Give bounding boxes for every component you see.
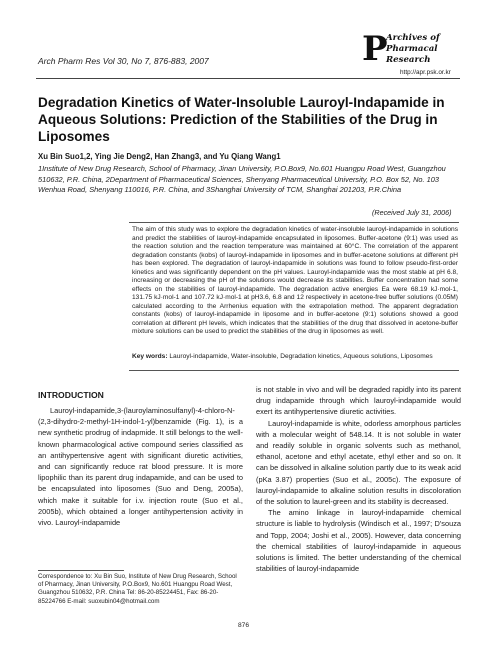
right-column bbox=[256, 384, 461, 650]
paragraph: The amino linkage in lauroyl-indapamide chemical structure is liable to hydrolysis (Windisch et al., 1997; D'souza and Topp, 2004; Joshi et al., 2005). However, data concerning the chemical stabilities of lauroyl-indapamide in aqueous solutions is limited. The better understanding of the chemical stabilities of lauroyl-indapamide bbox=[256, 508, 461, 574]
affiliations: 1Institute of New Drug Research, School of Pharmacy, Jinan University, P.O.Box9, No.601 Huangpu Road West, Guangzhou 510632, P.R. China, 2Department of Pharmaceutical Sciences, Shenyang Pharmaceutical University, P.O. Box 52, No. 103 Wenhua Road, Shenyang 110016, P.R. China, and 3Shanghai University of TCM, Shanghai 201203, P.R.China bbox=[38, 164, 446, 195]
keywords bbox=[132, 353, 458, 362]
keywords-label: Key words: bbox=[132, 353, 168, 360]
header-divider bbox=[36, 78, 460, 79]
journal-logo bbox=[362, 29, 462, 69]
paragraph: Lauroyl-indapamide is white, odorless amorphous particles with a molecular weight of 548.14. It is not soluble in water and readily soluble in organic solvents such as methanol, ethanol, acetone and ethyl acetate, ethyl ether and so on. It can be dissolved in alkaline solution partly due to its weak acid (pKa 3.87) properties (Suo et al., 2005c). The exposure of lauroyl-indapamide to alkaline solution results in discoloration of the solution to laurel-green and its stability is decreased. bbox=[256, 418, 461, 507]
received-date: (Received July 31, 2006) bbox=[372, 208, 452, 217]
keywords-text: Lauroyl-indapamide, Water-insoluble, Degradation kinetics, Aqueous solutions, Liposomes bbox=[169, 353, 433, 360]
section-heading-introduction: INTRODUCTION bbox=[38, 390, 104, 400]
paragraph: is not stable in vivo and will be degraded rapidly into its parent drug indapamide through which lauroyl-indapamide would exert its antihypertensive diuretic activities. bbox=[256, 385, 461, 417]
logo-line-1: Archives of bbox=[386, 33, 440, 43]
correspondence-footnote: Correspondence to: Xu Bin Suo, Institute of New Drug Research, School of Pharmacy, Jinan University, P.O.Box9, No.601 Huangpu Road West, Guangzhou 510632, P.R. China Tel: 86-20-85224451, Fax: 86-20-85224766 E-mail: suoxubin04@hotmail.com bbox=[38, 573, 237, 605]
abstract: The aim of this study was to explore the degradation kinetics of water-insoluble lauroyl-indapamide in solutions and predict the stabilities of lauroyl-indapamide encapsulated in liposomes. Buffer-acetone (9:1) was used as the reaction solution and the reaction temperature was maintained at 60°C. The correlation of the apparent degradation constants (kobs) of lauroyl-indapamide in liposomes and in buffer-acetone solutions at different pH has been explored. The degradation of lauroyl-indapamide in solutions was found to follow pseudo-first-order kinetics and was significantly dependent on the pH values. Lauroyl-indapamide was the most stable at pH 6.8, increasing or decreasing the pH of the solutions would decrease its stabilities. Buffer concentration had some effects on the stabilities of lauroyl-indapamide. The degradation active energies Ea were 68.19 kJ·mol-1, 131.75 kJ·mol-1 and 107.72 kJ·mol-1 at pH3.6, 6.8 and 12 respectively in acetone-free buffer solutions (0.05M) calculated according to the Arrhenius equation with the extrapolation method. The apparent degradation constants (kobs) of lauroyl-indapamide in liposome and in buffer-acetone (9:1) solutions showed a good correlation at different pH levels, which indicates that the stabilities of the drug that dissolved in acetone-buffer mixture solutions can be used to predict the stabilities of the drug in liposomes as well. bbox=[132, 226, 458, 335]
page-number: 876 bbox=[238, 622, 250, 629]
left-column bbox=[38, 405, 243, 570]
author-list: Xu Bin Suo1,2, Ying Jie Deng2, Han Zhang3, and Yu Qiang Wang1 bbox=[38, 152, 281, 161]
paragraph: Lauroyl-indapamide,3-(lauroylaminosulfanyl)-4-chloro-N-(2,3-dihydro-2-methyl-1H-indol-1-yl)benzamide (Fig. 1), is a new synthetic prodrug of indapmide. It still belongs to the well-known pharmacological active compound series classified as an antihypertensive agent with significant diuretic activities, and can significantly reduce rat blood pressure. It is more lipophilic than its parent drug indapamide, and can be used to be encapsulated into liposomes (Suo and Deng, 2005a), which make it suitable for i.v. injection route (Suo et al., 2005b), which obtained a longer antihypertension activity in vivo. Lauroyl-indapamide bbox=[38, 406, 243, 528]
logo-line-2: Pharmacal Research bbox=[386, 44, 438, 65]
paper-title: Degradation Kinetics of Water-Insoluble Lauroyl-Indapamide in Aqueous Solutions: Prediction of the Stabilities of the Drug in Liposomes bbox=[38, 95, 445, 144]
journal-citation: Arch Pharm Res Vol 30, No 7, 876-883, 2007 bbox=[38, 56, 209, 66]
footnote-divider bbox=[38, 570, 124, 571]
logo-letter-icon: P bbox=[362, 29, 388, 69]
journal-url[interactable]: http://apr.psk.or.kr bbox=[400, 69, 451, 76]
logo-text bbox=[386, 33, 462, 66]
